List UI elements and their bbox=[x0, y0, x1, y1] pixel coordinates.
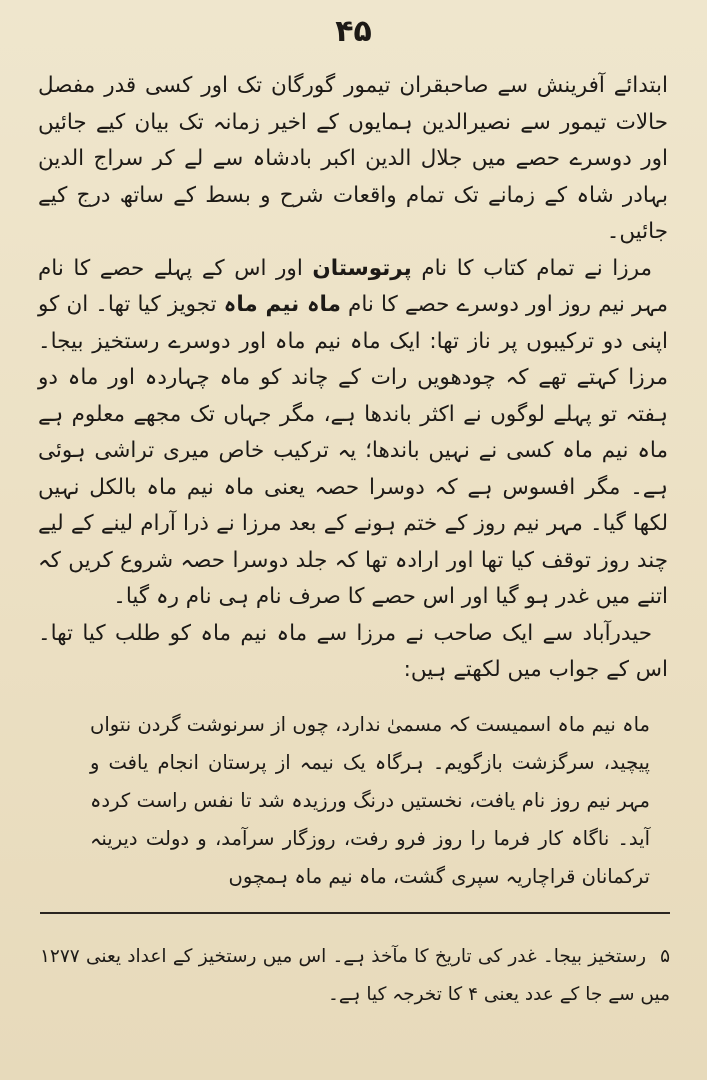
paragraph-2-part-1: مرزا نے تمام کتاب کا نام bbox=[411, 255, 653, 281]
paragraph-2 bbox=[38, 251, 668, 616]
page-number: ۴۵ bbox=[335, 14, 372, 49]
paragraph-2-part-2: اور اس کے پہلے حصے کا نام مہر نیم روز اور دوسرے حصے کا نام bbox=[38, 255, 668, 317]
paragraph-2-part-3: تجویز کیا تھا۔ ان کو اپنی دو ترکیبوں پر ناز تھا: ایک ماہ نیم ماہ اور دوسرے رستخیز بیجا۔ مرزا کہتے تھے کہ چودھویں رات کے چاند کو ماہ چہاردہ اور ماہ دو ہفتہ تو پہلے لوگوں نے اکثر باندھا ہے، مگر جہاں تک مجھے معلوم ہے ماہ نیم ماہ کسی نے نہیں باندھا؛ یہ ترکیب خاص میری تراشی ہوئی ہے۔ مگر افسوس ہے کہ دوسرا حصہ یعنی ماہ نیم ماہ بالکل نہیں لکھا گیا۔ مہر نیم روز کے ختم ہونے کے بعد مرزا نے ذرا آرام لینے کے لیے چند روز توقف کیا تھا اور ارادہ تھا کہ جلد دوسرا حصہ شروع کریں کہ اتنے میں غدر ہو گیا اور اس حصے کا صرف نام ہی نام رہ گیا۔ bbox=[38, 292, 668, 609]
part-title-mah-e-neem-mah: ماہ نیم ماہ bbox=[223, 292, 341, 317]
paragraph-3: حیدرآباد سے ایک صاحب نے مرزا سے ماہ نیم ماہ کو طلب کیا تھا۔ اس کے جواب میں لکھتے ہیں: bbox=[38, 620, 668, 682]
quotation-text: ماہ نیم ماہ اسمیست کہ مسمیٰ ندارد، چوں از سرنوشت گردن نتواں پیچید، سرگزشت بازگویم۔ ہرگاہ یک نیمہ از پرستان انجام یافت و مہر نیم روز نام یافت، نخستیں درنگ ورزیدہ شد تا نفس راست کردہ آید۔ ناگاہ کار فرما را روز فرو رفت، روزگار سرآمد، و دولت دیرینہ ترکمانان قراچاریہ سپری گشت، ماہ نیم ماہ ہمچوں bbox=[90, 713, 650, 888]
main-text bbox=[38, 68, 668, 689]
footnote-marker: ۵ bbox=[660, 946, 670, 967]
paragraph-1: ابتدائے آفرینش سے صاحبقران تیمور گورگان تک اور کسی قدر مفصل حالات تیمور سے نصیرالدین ہمایوں کے اخیر زمانہ تک بیان کیے جائیں اور دوسرے حصے میں جلال الدین اکبر بادشاہ سے لے کر سراج الدین بہادر شاہ کے زمانے تک تمام واقعات شرح و بسط کے ساتھ درج کیے جائیں۔ bbox=[38, 73, 668, 244]
footnote bbox=[40, 938, 670, 1014]
footnote-text: رستخیز بیجا۔ غدر کی تاریخ کا مآخذ ہے۔ اس میں رستخیز کے اعداد یعنی ۱۲۷۷ میں سے جا کے عدد یعنی ۴ کا تخرجہ کیا ہے۔ bbox=[40, 946, 670, 1005]
book-title-partostan: پرتوستان bbox=[312, 255, 412, 281]
persian-quotation bbox=[90, 706, 650, 896]
footnote-divider bbox=[40, 912, 670, 914]
